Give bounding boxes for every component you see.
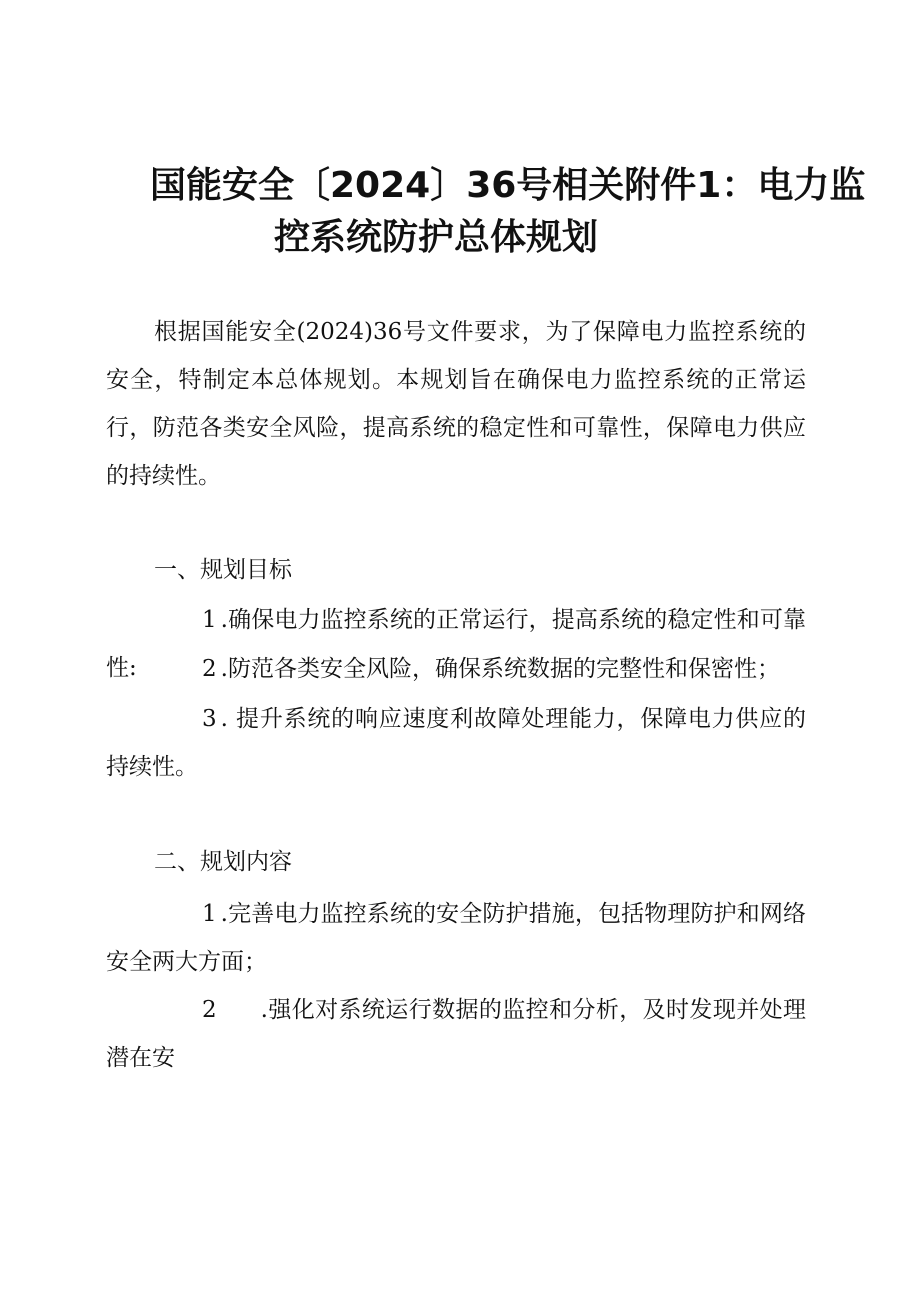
item-number: 1 bbox=[202, 607, 217, 633]
item-text: .完善电力监控系统的安全防护措施，包括物理防护和网络安全两大方面； bbox=[106, 901, 806, 975]
section-2-item-1 bbox=[106, 890, 806, 986]
section-1-item-2 bbox=[106, 645, 806, 693]
item-text: .防范各类安全风险，确保系统数据的完整性和保密性； bbox=[220, 656, 780, 682]
title-line-2: 控系统防护总体规划 bbox=[274, 217, 599, 258]
item-text: .确保电力监控系统的正常运行，提高系统的稳定性和可靠性: bbox=[106, 607, 806, 681]
section-2-item-2 bbox=[106, 986, 806, 1082]
item-text: .强化对系统运行数据的监控和分析，及时发现并处理潜在安 bbox=[106, 997, 806, 1071]
item-number: 3 bbox=[202, 706, 217, 732]
item-number: 2 bbox=[202, 997, 217, 1023]
item-number: 1 bbox=[202, 901, 217, 927]
item-text: . 提升系统的响应速度利故障处理能力，保障电力供应的持续性。 bbox=[106, 706, 806, 780]
document-title bbox=[150, 160, 866, 264]
section-1-item-3 bbox=[106, 695, 806, 791]
section-2-heading: 二、规划内容 bbox=[154, 849, 292, 875]
intro-paragraph: 根据国能安全(2024)36号文件要求，为了保障电力监控系统的安全，特制定本总体规划。本规划旨在确保电力监控系统的正常运行，防范各类安全风险，提高系统的稳定性和可靠性，保障电力供应的持续性。 bbox=[106, 319, 806, 489]
title-line-1: 国能安全〔2024〕36号相关附件1：电力监 bbox=[150, 165, 866, 206]
item-number: 2 bbox=[202, 656, 217, 682]
section-1-heading: 一、规划目标 bbox=[154, 557, 292, 583]
